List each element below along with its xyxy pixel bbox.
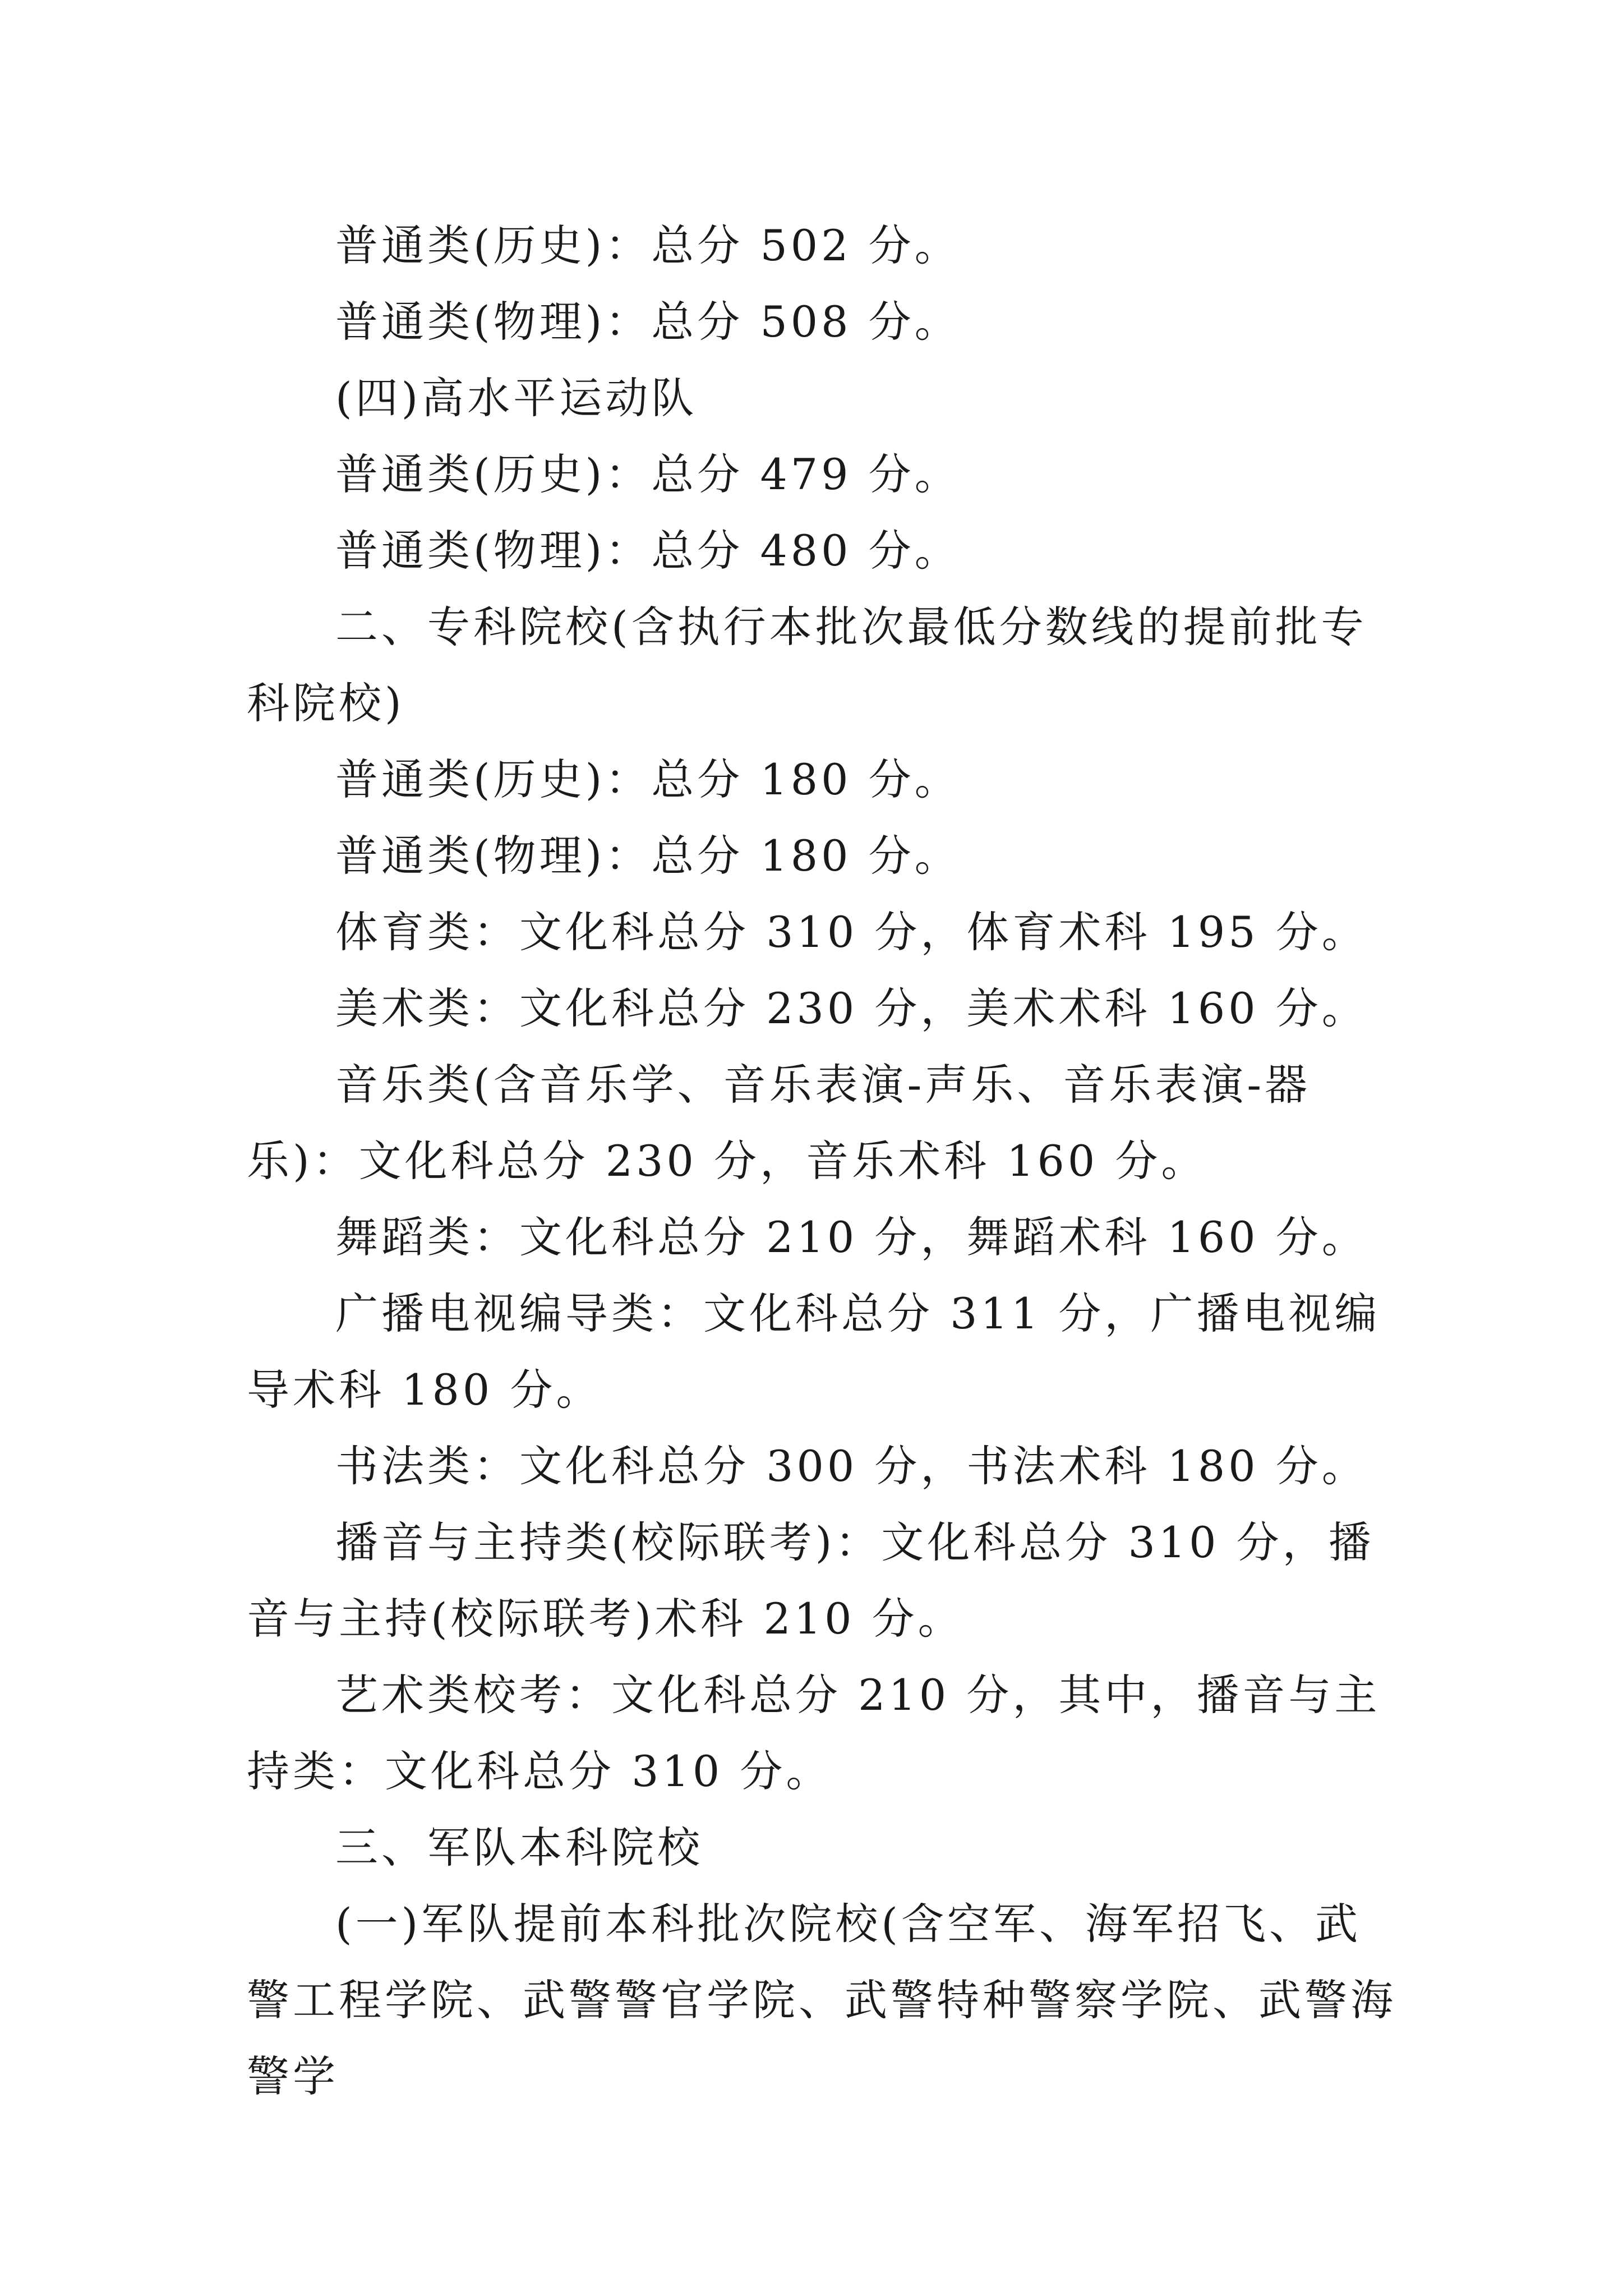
section-heading-vocational: 二、专科院校(含执行本批次最低分数线的提前批专科院校) bbox=[247, 602, 1367, 728]
paragraph-physics-score-2: 普通类(物理)：总分 480 分。 bbox=[335, 526, 961, 576]
paragraph-music: 音乐类(含音乐学、音乐表演-声乐、音乐表演-器乐)：文化科总分 230 分，音乐术科 160 分。 bbox=[247, 1060, 1311, 1186]
paragraph-broadcast-directing: 广播电视编导类：文化科总分 311 分，广播电视编导术科 180 分。 bbox=[247, 1289, 1381, 1415]
paragraph-calligraphy: 书法类：文化科总分 300 分，书法术科 180 分。 bbox=[335, 1441, 1368, 1491]
paragraph-history-score-1: 普通类(历史)：总分 502 分。 bbox=[335, 220, 961, 270]
paragraph-art-school-exam: 艺术类校考：文化科总分 210 分，其中，播音与主持类：文化科总分 310 分。 bbox=[247, 1670, 1381, 1796]
paragraph-broadcasting-hosting: 播音与主持类(校际联考)：文化科总分 310 分，播音与主持(校际联考)术科 210 分。 bbox=[247, 1517, 1375, 1644]
paragraph-dance: 舞蹈类：文化科总分 210 分，舞蹈术科 160 分。 bbox=[335, 1212, 1368, 1262]
paragraph-physics-score-1: 普通类(物理)：总分 508 分。 bbox=[335, 297, 961, 347]
section-heading-sports-team: (四)高水平运动队 bbox=[335, 373, 698, 423]
paragraph-history-score-3: 普通类(历史)：总分 180 分。 bbox=[335, 754, 961, 804]
paragraph-history-score-2: 普通类(历史)：总分 479 分。 bbox=[335, 449, 961, 499]
paragraph-military-early-batch: (一)军队提前本科批次院校(含空军、海军招飞、武警工程学院、武警警官学院、武警特种警察学院、武警海警学 bbox=[247, 1899, 1396, 2101]
paragraph-fine-arts: 美术类：文化科总分 230 分，美术术科 160 分。 bbox=[335, 983, 1368, 1033]
body-text bbox=[247, 208, 1396, 2115]
paragraph-physics-score-3: 普通类(物理)：总分 180 分。 bbox=[335, 831, 961, 881]
section-heading-military: 三、军队本科院校 bbox=[335, 1823, 703, 1872]
paragraph-sports: 体育类：文化科总分 310 分，体育术科 195 分。 bbox=[335, 907, 1368, 957]
